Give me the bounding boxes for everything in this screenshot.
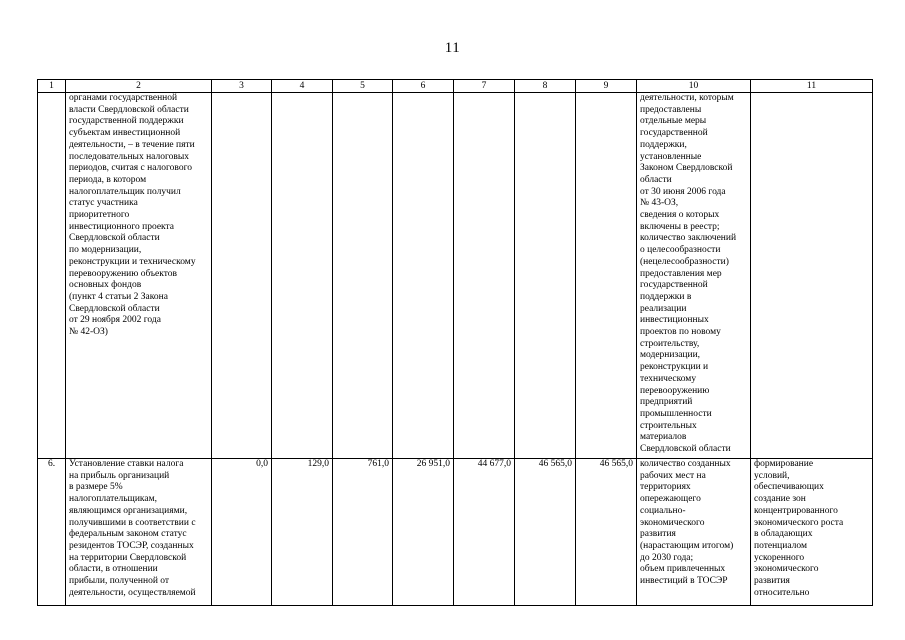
value-cell: 0,0 — [212, 459, 272, 606]
value-cell: 26 951,0 — [393, 459, 454, 606]
description-cell: Установление ставки налога на прибыль организаций в размере 5% налогоплательщикам, являющимся организациями, получившими в соответствии с федеральным законом статус резидентов ТОСЭР, созданных на территории Свердловской области, в отношении прибыли, полученной от деятельности, осуществляемой — [66, 459, 212, 606]
column-header-6: 6 — [393, 80, 454, 93]
column-header-9: 9 — [576, 80, 637, 93]
value-cell: 46 565,0 — [515, 459, 576, 606]
page-number: 11 — [444, 40, 461, 56]
column-header-1: 1 — [38, 80, 66, 93]
value-cell — [212, 93, 272, 459]
value-cell: 761,0 — [333, 459, 393, 606]
indicator-cell: количество созданных рабочих мест на территориях опережающего социально- экономического развития (нарастающим итогом) до 2030 года; объем привлеченных инвестиций в ТОСЭР — [637, 459, 751, 606]
column-header-2: 2 — [66, 80, 212, 93]
data-table — [37, 79, 873, 606]
indicator-cell: деятельности, которым предоставлены отдельные меры государственной поддержки, установленные Законом Свердловской области от 30 июня 2006 года № 43-ОЗ, сведения о которых включены в реестр; количество заключений о целесообразности (нецелесообразности) предоставления мер государственной поддержки в реализации инвестиционных проектов по новому строительству, модернизации, реконструкции и техническому перевооружению предприятий промышленности строительных материалов Свердловской области — [637, 93, 751, 459]
value-cell: 44 677,0 — [454, 459, 515, 606]
table-header-row — [38, 80, 873, 93]
value-cell — [576, 93, 637, 459]
column-header-5: 5 — [333, 80, 393, 93]
value-cell — [272, 93, 333, 459]
column-header-4: 4 — [272, 80, 333, 93]
row-number-cell: 6. — [38, 459, 66, 606]
column-header-7: 7 — [454, 80, 515, 93]
column-header-11: 11 — [751, 80, 873, 93]
value-cell: 46 565,0 — [576, 459, 637, 606]
table-row — [38, 93, 873, 459]
goal-cell — [751, 93, 873, 459]
column-header-8: 8 — [515, 80, 576, 93]
goal-cell: формирование условий, обеспечивающих создание зон концентрированного экономического роста в обладающих потенциалом ускоренного экономического развития относительно — [751, 459, 873, 606]
value-cell — [515, 93, 576, 459]
description-cell: органами государственной власти Свердловской области государственной поддержки субъектам инвестиционной деятельности, – в течение пяти последовательных налоговых периодов, считая с налогового периода, в котором налогоплательщик получил статус участника приоритетного инвестиционного проекта Свердловской области по модернизации, реконструкции и техническому перевооружению объектов основных фондов (пункт 4 статьи 2 Закона Свердловской области от 29 ноября 2002 года № 42-ОЗ) — [66, 93, 212, 459]
value-cell — [454, 93, 515, 459]
column-header-3: 3 — [212, 80, 272, 93]
value-cell — [333, 93, 393, 459]
row-number-cell — [38, 93, 66, 459]
column-header-10: 10 — [637, 80, 751, 93]
table-row — [38, 459, 873, 606]
value-cell: 129,0 — [272, 459, 333, 606]
value-cell — [393, 93, 454, 459]
